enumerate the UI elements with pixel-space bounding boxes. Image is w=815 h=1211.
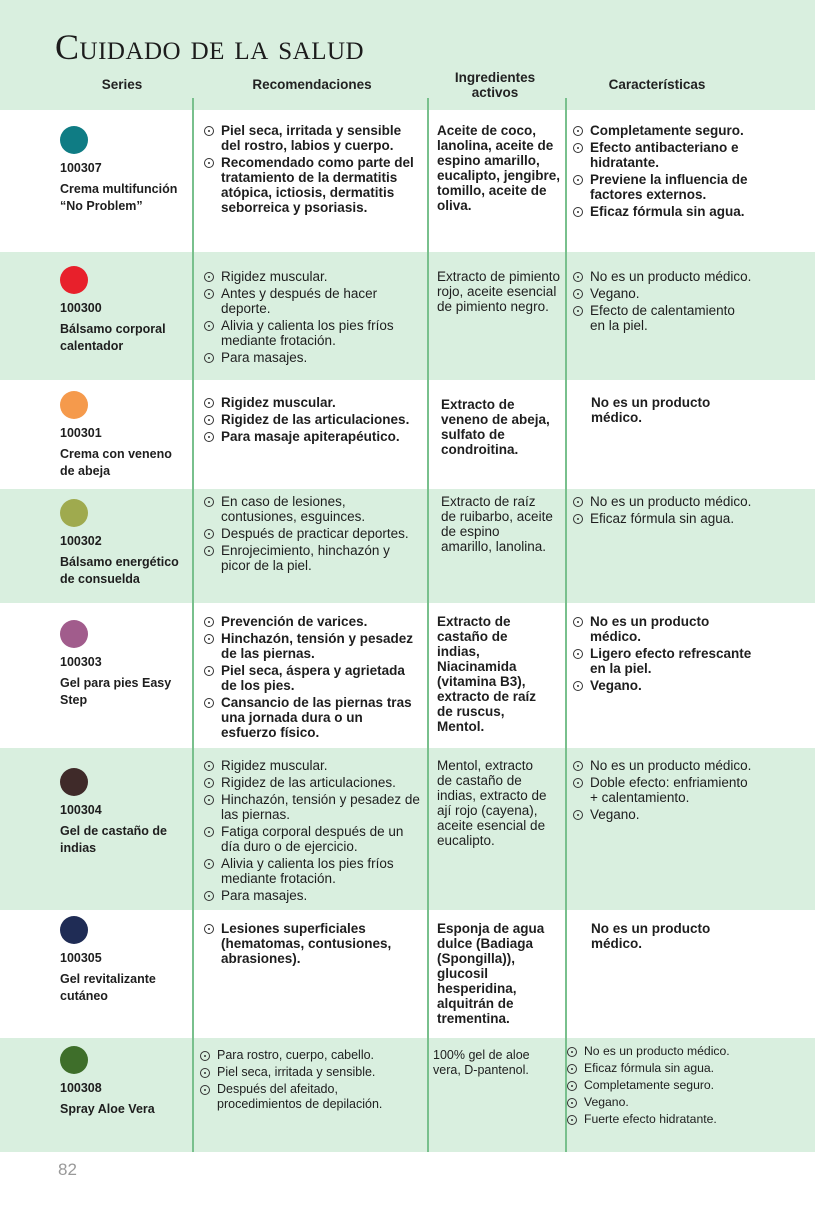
bullet-text: Eficaz fórmula sin agua.	[590, 511, 735, 526]
product-row	[0, 380, 815, 489]
bullet-item	[204, 155, 422, 215]
color-swatch	[60, 1046, 88, 1074]
bullet-item	[573, 172, 753, 202]
ingredients-cell: Extracto de pimiento rojo, aceite esencial de pimiento negro.	[437, 269, 561, 314]
color-swatch	[60, 391, 88, 419]
bullet-icon	[204, 666, 214, 676]
bullet-text: Vegano.	[590, 678, 642, 693]
features-cell	[573, 269, 753, 335]
bullet-item	[200, 1048, 418, 1063]
bullet-text: Rigidez muscular.	[221, 395, 336, 410]
series-cell	[60, 126, 188, 215]
bullet-icon	[573, 497, 583, 507]
bullet-item	[200, 1065, 418, 1080]
bullet-item	[204, 350, 422, 365]
recommendations-cell	[204, 921, 422, 968]
bullet-item	[200, 1082, 418, 1112]
bullet-icon	[567, 1047, 577, 1057]
bullet-item	[573, 678, 753, 693]
bullet-item	[204, 856, 422, 886]
features-cell	[567, 1044, 787, 1129]
bullet-item	[204, 123, 422, 153]
bullet-text: Completamente seguro.	[590, 123, 744, 138]
bullet-item	[567, 1044, 787, 1059]
bullet-text: Doble efecto: enfriamiento + calentamiento.	[590, 775, 748, 805]
bullet-text: Prevención de varices.	[221, 614, 368, 629]
bullet-text: No es un producto médico.	[590, 269, 752, 284]
bullet-text: No es un producto médico.	[590, 614, 710, 644]
product-name: Crema multifunción “No Problem”	[60, 182, 178, 213]
header-ingredients: Ingredientes activos	[454, 70, 536, 100]
bullet-icon	[573, 810, 583, 820]
bullet-text: Piel seca, irritada y sensible.	[217, 1065, 376, 1079]
features-cell	[573, 758, 753, 824]
bullet-icon	[200, 1068, 210, 1078]
bullet-item	[567, 1078, 787, 1093]
bullet-icon	[204, 353, 214, 363]
bullet-icon	[567, 1098, 577, 1108]
bullet-text: Fatiga corporal después de un día duro o de ejercicio.	[221, 824, 404, 854]
recommendations-cell	[200, 1048, 418, 1114]
bullet-text: Rigidez muscular.	[221, 269, 328, 284]
bullet-text: Previene la influencia de factores externos.	[590, 172, 748, 202]
bullet-icon	[573, 681, 583, 691]
bullet-icon	[204, 158, 214, 168]
bullet-text: Vegano.	[584, 1095, 629, 1109]
bullet-text: Completamente seguro.	[584, 1078, 715, 1092]
bullet-icon	[204, 497, 214, 507]
bullet-icon	[204, 617, 214, 627]
bullet-text: No es un producto médico.	[584, 1044, 730, 1058]
bullet-icon	[573, 175, 583, 185]
bullet-icon	[204, 432, 214, 442]
product-code: 100301	[60, 426, 102, 440]
bullet-item	[204, 663, 422, 693]
bullet-item	[573, 758, 753, 773]
bullet-icon	[204, 761, 214, 771]
bullet-icon	[573, 761, 583, 771]
bullet-item	[204, 888, 422, 903]
bullet-item	[204, 775, 422, 790]
bullet-text: Cansancio de las piernas tras una jornada dura o un esfuerzo físico.	[221, 695, 412, 740]
bullet-text: Para rostro, cuerpo, cabello.	[217, 1048, 375, 1062]
bullet-item	[567, 1061, 787, 1076]
bullet-text: Lesiones superficiales (hematomas, contusiones, abrasiones).	[221, 921, 392, 966]
ingredients-cell: Aceite de coco, lanolina, aceite de espino amarillo, eucalipto, jengibre, tomillo, aceite de oliva.	[437, 123, 561, 213]
bullet-text: Rigidez de las articulaciones.	[221, 412, 410, 427]
features-cell	[573, 494, 753, 528]
bullet-item	[573, 807, 753, 822]
color-swatch	[60, 266, 88, 294]
bullet-item	[573, 286, 753, 301]
bullet-icon	[204, 634, 214, 644]
bullet-text: Eficaz fórmula sin agua.	[584, 1061, 715, 1075]
bullet-text: Piel seca, irritada y sensible del rostro, labios y cuerpo.	[221, 123, 402, 153]
bullet-text: Para masaje apiterapéutico.	[221, 429, 400, 444]
bullet-item	[204, 921, 422, 966]
bullet-item	[204, 412, 422, 427]
bullet-icon	[204, 272, 214, 282]
product-code: 100305	[60, 951, 102, 965]
ingredients-cell: Mentol, extracto de castaño de indias, extracto de ají rojo (cayena), aceite esencial de eucalipto.	[437, 758, 547, 848]
bullet-item	[573, 204, 753, 219]
ingredients-cell: 100% gel de aloe vera, D-pantenol.	[433, 1048, 530, 1077]
page-number: 82	[58, 1160, 77, 1179]
bullet-item	[204, 494, 422, 524]
recommendations-cell	[204, 395, 422, 446]
bullet-icon	[204, 529, 214, 539]
bullet-text: Vegano.	[590, 807, 640, 822]
bullet-text: Después del afeitado, procedimientos de depilación.	[217, 1082, 383, 1111]
series-cell	[60, 266, 188, 355]
product-name: Gel para pies Easy Step	[60, 676, 172, 707]
bullet-item	[204, 695, 422, 740]
bullet-text: Eficaz fórmula sin agua.	[590, 204, 745, 219]
bullet-item	[573, 140, 753, 170]
features-cell: No es un producto médico.	[591, 395, 711, 425]
bullet-icon	[204, 827, 214, 837]
bullet-icon	[567, 1064, 577, 1074]
ingredients-cell: Extracto de castaño de indias, Niacinamida (vitamina B3), extracto de raíz de ruscus, Mentol.	[437, 614, 537, 734]
color-swatch	[60, 620, 88, 648]
bullet-text: Para masajes.	[221, 350, 308, 365]
header-recommendations: Recomendaciones	[252, 77, 372, 92]
features-cell	[573, 123, 753, 221]
bullet-item	[573, 775, 753, 805]
bullet-icon	[204, 289, 214, 299]
series-cell	[60, 768, 188, 857]
bullet-text: Hinchazón, tensión y pesadez de las piernas.	[221, 792, 420, 822]
product-name: Crema con veneno de abeja	[60, 447, 172, 478]
product-row	[0, 748, 815, 910]
bullet-icon	[573, 778, 583, 788]
features-cell: No es un producto médico.	[591, 921, 711, 951]
bullet-icon	[204, 924, 214, 934]
bullet-item	[204, 631, 422, 661]
bullet-icon	[573, 207, 583, 217]
product-code: 100302	[60, 534, 102, 548]
bullet-icon	[204, 546, 214, 556]
column-divider	[565, 98, 567, 1152]
bullet-item	[573, 269, 753, 284]
product-code: 100300	[60, 301, 102, 315]
bullet-icon	[204, 698, 214, 708]
column-divider	[192, 98, 194, 1152]
bullet-text: Fuerte efecto hidratante.	[584, 1112, 717, 1126]
bullet-icon	[204, 415, 214, 425]
color-swatch	[60, 768, 88, 796]
bullet-icon	[573, 272, 583, 282]
recommendations-cell	[204, 758, 422, 905]
product-code: 100304	[60, 803, 102, 817]
bullet-item	[204, 792, 422, 822]
recommendations-cell	[204, 614, 422, 742]
series-cell	[60, 499, 188, 588]
bullet-icon	[200, 1051, 210, 1061]
color-swatch	[60, 499, 88, 527]
ingredients-cell: Esponja de agua dulce (Badiaga (Spongilla)), glucosil hesperidina, alquitrán de trementina.	[437, 921, 545, 1026]
ingredients-cell: Extracto de raíz de ruibarbo, aceite de espino amarillo, lanolina.	[441, 494, 553, 554]
bullet-icon	[573, 306, 583, 316]
ingredients-cell: Extracto de veneno de abeja, sulfato de condroitina.	[441, 397, 550, 457]
bullet-icon	[573, 617, 583, 627]
bullet-item	[573, 614, 753, 644]
product-code: 100307	[60, 161, 102, 175]
bullet-icon	[204, 778, 214, 788]
bullet-text: Piel seca, áspera y agrietada de los pies.	[221, 663, 405, 693]
bullet-text: No es un producto médico.	[590, 494, 752, 509]
bullet-item	[204, 543, 422, 573]
product-name: Gel de castaño de indias	[60, 824, 167, 855]
bullet-text: Antes y después de hacer deporte.	[221, 286, 378, 316]
product-name: Bálsamo energético de consuelda	[60, 555, 179, 586]
header-series: Series	[101, 77, 143, 92]
bullet-text: No es un producto médico.	[590, 758, 752, 773]
bullet-item	[567, 1112, 787, 1127]
bullet-item	[567, 1095, 787, 1110]
bullet-icon	[567, 1081, 577, 1091]
page-title: Cuidado de la salud	[55, 27, 365, 67]
bullet-item	[204, 758, 422, 773]
color-swatch	[60, 916, 88, 944]
bullet-icon	[573, 289, 583, 299]
bullet-icon	[573, 143, 583, 153]
bullet-text: En caso de lesiones, contusiones, esguinces.	[221, 494, 366, 524]
bullet-text: Rigidez de las articulaciones.	[221, 775, 396, 790]
recommendations-cell	[204, 269, 422, 367]
bullet-item	[573, 494, 753, 509]
bullet-icon	[204, 398, 214, 408]
series-cell	[60, 1046, 188, 1118]
bullet-item	[204, 614, 422, 629]
bullet-icon	[204, 891, 214, 901]
bullet-text: Alivia y calienta los pies fríos mediante frotación.	[221, 856, 394, 886]
bullet-icon	[200, 1085, 210, 1095]
bullet-icon	[204, 321, 214, 331]
bullet-text: Después de practicar deportes.	[221, 526, 409, 541]
color-swatch	[60, 126, 88, 154]
bullet-item	[573, 511, 753, 526]
bullet-text: Recomendado como parte del tratamiento de la dermatitis atópica, ictiosis, dermatitis seborreica y psoriasis.	[221, 155, 414, 215]
series-cell	[60, 916, 188, 1005]
bullet-icon	[204, 126, 214, 136]
bullet-text: Rigidez muscular.	[221, 758, 328, 773]
features-cell	[573, 614, 753, 695]
product-code: 100308	[60, 1081, 102, 1095]
bullet-icon	[573, 126, 583, 136]
column-divider	[427, 98, 429, 1152]
product-row	[0, 252, 815, 380]
series-cell	[60, 391, 188, 480]
bullet-text: Alivia y calienta los pies fríos mediante frotación.	[221, 318, 394, 348]
product-row	[0, 910, 815, 1038]
product-code: 100303	[60, 655, 102, 669]
bullet-text: Para masajes.	[221, 888, 308, 903]
bullet-item	[573, 123, 753, 138]
bullet-text: Efecto de calentamiento en la piel.	[590, 303, 735, 333]
bullet-item	[573, 646, 753, 676]
recommendations-cell	[204, 123, 422, 217]
bullet-item	[204, 824, 422, 854]
product-row	[0, 1038, 815, 1152]
recommendations-cell	[204, 494, 422, 575]
bullet-icon	[567, 1115, 577, 1125]
product-name: Gel revitalizante cutáneo	[60, 972, 156, 1003]
bullet-icon	[573, 649, 583, 659]
bullet-text: Enrojecimiento, hinchazón y picor de la piel.	[221, 543, 390, 573]
product-row	[0, 603, 815, 748]
product-name: Bálsamo corporal calentador	[60, 322, 166, 353]
product-row	[0, 110, 815, 252]
series-cell	[60, 620, 188, 709]
bullet-text: Efecto antibacteriano e hidratante.	[590, 140, 739, 170]
bullet-item	[204, 269, 422, 284]
bullet-icon	[204, 795, 214, 805]
bullet-text: Vegano.	[590, 286, 640, 301]
bullet-item	[204, 286, 422, 316]
bullet-item	[204, 318, 422, 348]
bullet-icon	[573, 514, 583, 524]
bullet-item	[204, 395, 422, 410]
product-name: Spray Aloe Vera	[60, 1102, 155, 1116]
bullet-icon	[204, 859, 214, 869]
bullet-text: Hinchazón, tensión y pesadez de las piernas.	[221, 631, 414, 661]
bullet-text: Ligero efecto refrescante en la piel.	[590, 646, 752, 676]
bullet-item	[204, 526, 422, 541]
bullet-item	[204, 429, 422, 444]
header-features: Características	[608, 77, 706, 92]
product-row	[0, 489, 815, 603]
bullet-item	[573, 303, 753, 333]
